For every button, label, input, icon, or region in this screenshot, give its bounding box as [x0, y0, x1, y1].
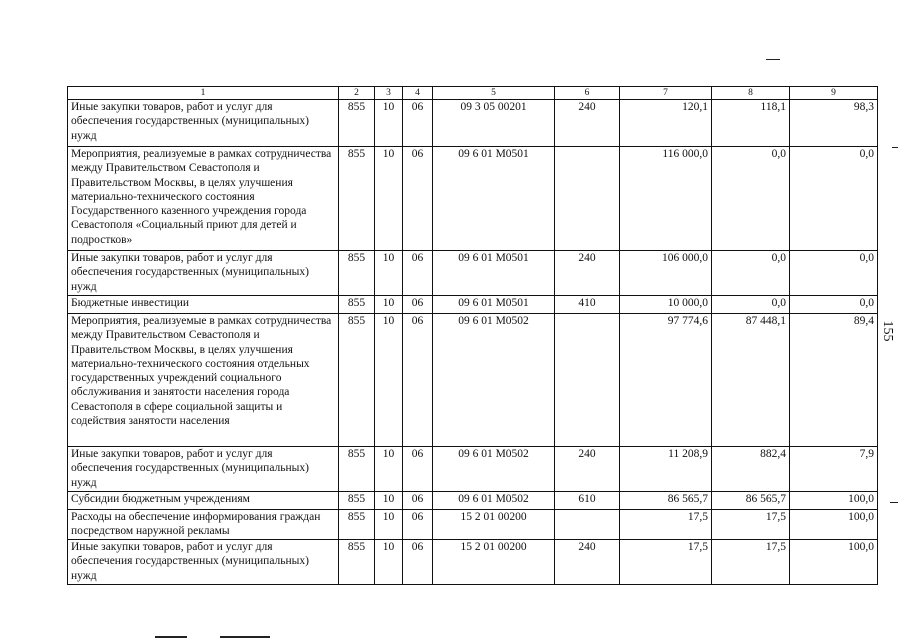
- target-article-cell: 09 6 01 M0501: [433, 296, 555, 314]
- subsection-cell: 06: [403, 100, 433, 147]
- expense-type-cell: 240: [555, 447, 620, 492]
- percent-cell: 7,9: [790, 447, 878, 492]
- subsection-cell: 06: [403, 251, 433, 296]
- percent-cell: 0,0: [790, 296, 878, 314]
- target-article-cell: 09 6 01 M0502: [433, 492, 555, 510]
- section-cell: 10: [375, 540, 403, 585]
- scan-edge-mark: [766, 59, 780, 60]
- executed-amount-cell: 17,5: [712, 540, 790, 585]
- target-article-cell: 09 6 01 M0502: [433, 447, 555, 492]
- percent-cell: 89,4: [790, 314, 878, 447]
- subsection-cell: 06: [403, 447, 433, 492]
- expense-type-cell: 410: [555, 296, 620, 314]
- column-number: 5: [433, 87, 555, 100]
- column-number: 2: [339, 87, 375, 100]
- target-article-cell: 09 6 01 M0501: [433, 251, 555, 296]
- column-number: 9: [790, 87, 878, 100]
- subsection-cell: 06: [403, 314, 433, 447]
- column-number-row: [68, 87, 878, 100]
- owner-code-cell: 855: [339, 100, 375, 147]
- table-row: [68, 510, 878, 540]
- executed-amount-cell: 0,0: [712, 296, 790, 314]
- executed-amount-cell: 17,5: [712, 510, 790, 540]
- planned-amount-cell: 120,1: [620, 100, 712, 147]
- expense-type-cell: 240: [555, 100, 620, 147]
- row-name-cell: Субсидии бюджетным учреждениям: [68, 492, 339, 510]
- page-number: 155: [880, 320, 895, 342]
- section-cell: 10: [375, 510, 403, 540]
- executed-amount-cell: 882,4: [712, 447, 790, 492]
- executed-amount-cell: 118,1: [712, 100, 790, 147]
- section-cell: 10: [375, 147, 403, 251]
- section-cell: 10: [375, 447, 403, 492]
- planned-amount-cell: 116 000,0: [620, 147, 712, 251]
- scan-edge-mark: [155, 636, 187, 638]
- row-name-cell: Мероприятия, реализуемые в рамках сотрудничества между Правительством Севастополя и Правительством Москвы, в целях улучшения материально-технического состояния отдельных государственных учреждений социального обслуживания и занятости населения города Севастополя в сфере социальной защиты и содействия занятости населения: [68, 314, 339, 447]
- subsection-cell: 06: [403, 296, 433, 314]
- percent-cell: 100,0: [790, 510, 878, 540]
- table-row: [68, 296, 878, 314]
- planned-amount-cell: 106 000,0: [620, 251, 712, 296]
- planned-amount-cell: 97 774,6: [620, 314, 712, 447]
- executed-amount-cell: 0,0: [712, 251, 790, 296]
- executed-amount-cell: 86 565,7: [712, 492, 790, 510]
- column-number: 7: [620, 87, 712, 100]
- column-number: 3: [375, 87, 403, 100]
- executed-amount-cell: 87 448,1: [712, 314, 790, 447]
- expense-type-cell: [555, 510, 620, 540]
- table-row: [68, 314, 878, 447]
- subsection-cell: 06: [403, 510, 433, 540]
- percent-cell: 100,0: [790, 540, 878, 585]
- expense-type-cell: 610: [555, 492, 620, 510]
- executed-amount-cell: 0,0: [712, 147, 790, 251]
- table-row: [68, 540, 878, 585]
- target-article-cell: 15 2 01 00200: [433, 510, 555, 540]
- row-name-cell: Расходы на обеспечение информирования граждан посредством наружной рекламы: [68, 510, 339, 540]
- target-article-cell: 15 2 01 00200: [433, 540, 555, 585]
- scan-edge-mark: [220, 636, 270, 638]
- column-number: 8: [712, 87, 790, 100]
- table-row: [68, 447, 878, 492]
- target-article-cell: 09 3 05 00201: [433, 100, 555, 147]
- owner-code-cell: 855: [339, 147, 375, 251]
- scan-edge-mark: [892, 147, 898, 148]
- table-row: [68, 147, 878, 251]
- owner-code-cell: 855: [339, 296, 375, 314]
- section-cell: 10: [375, 492, 403, 510]
- owner-code-cell: 855: [339, 492, 375, 510]
- subsection-cell: 06: [403, 540, 433, 585]
- subsection-cell: 06: [403, 147, 433, 251]
- expense-type-cell: 240: [555, 540, 620, 585]
- planned-amount-cell: 17,5: [620, 540, 712, 585]
- row-name-cell: Мероприятия, реализуемые в рамках сотрудничества между Правительством Севастополя и Правительством Москвы, в целях улучшения материально-технического состояния Государственного казенного учреждения города Севастополя «Социальный приют для детей и подростков»: [68, 147, 339, 251]
- budget-table: [67, 86, 878, 585]
- table-row: [68, 100, 878, 147]
- column-number: 1: [68, 87, 339, 100]
- expense-type-cell: [555, 314, 620, 447]
- target-article-cell: 09 6 01 M0501: [433, 147, 555, 251]
- row-name-cell: Иные закупки товаров, работ и услуг для обеспечения государственных (муниципальных) нужд: [68, 540, 339, 585]
- section-cell: 10: [375, 296, 403, 314]
- owner-code-cell: 855: [339, 447, 375, 492]
- row-name-cell: Иные закупки товаров, работ и услуг для обеспечения государственных (муниципальных) нужд: [68, 447, 339, 492]
- row-name-cell: Иные закупки товаров, работ и услуг для обеспечения государственных (муниципальных) нужд: [68, 251, 339, 296]
- planned-amount-cell: 17,5: [620, 510, 712, 540]
- owner-code-cell: 855: [339, 314, 375, 447]
- expense-type-cell: [555, 147, 620, 251]
- planned-amount-cell: 11 208,9: [620, 447, 712, 492]
- planned-amount-cell: 86 565,7: [620, 492, 712, 510]
- section-cell: 10: [375, 314, 403, 447]
- row-name-cell: Иные закупки товаров, работ и услуг для обеспечения государственных (муниципальных) нужд: [68, 100, 339, 147]
- scan-edge-mark: [890, 502, 898, 503]
- column-number: 6: [555, 87, 620, 100]
- owner-code-cell: 855: [339, 540, 375, 585]
- table-row: [68, 492, 878, 510]
- percent-cell: 100,0: [790, 492, 878, 510]
- target-article-cell: 09 6 01 M0502: [433, 314, 555, 447]
- percent-cell: 0,0: [790, 251, 878, 296]
- percent-cell: 0,0: [790, 147, 878, 251]
- owner-code-cell: 855: [339, 251, 375, 296]
- section-cell: 10: [375, 251, 403, 296]
- row-name-cell: Бюджетные инвестиции: [68, 296, 339, 314]
- percent-cell: 98,3: [790, 100, 878, 147]
- subsection-cell: 06: [403, 492, 433, 510]
- planned-amount-cell: 10 000,0: [620, 296, 712, 314]
- owner-code-cell: 855: [339, 510, 375, 540]
- section-cell: 10: [375, 100, 403, 147]
- table-row: [68, 251, 878, 296]
- column-number: 4: [403, 87, 433, 100]
- expense-type-cell: 240: [555, 251, 620, 296]
